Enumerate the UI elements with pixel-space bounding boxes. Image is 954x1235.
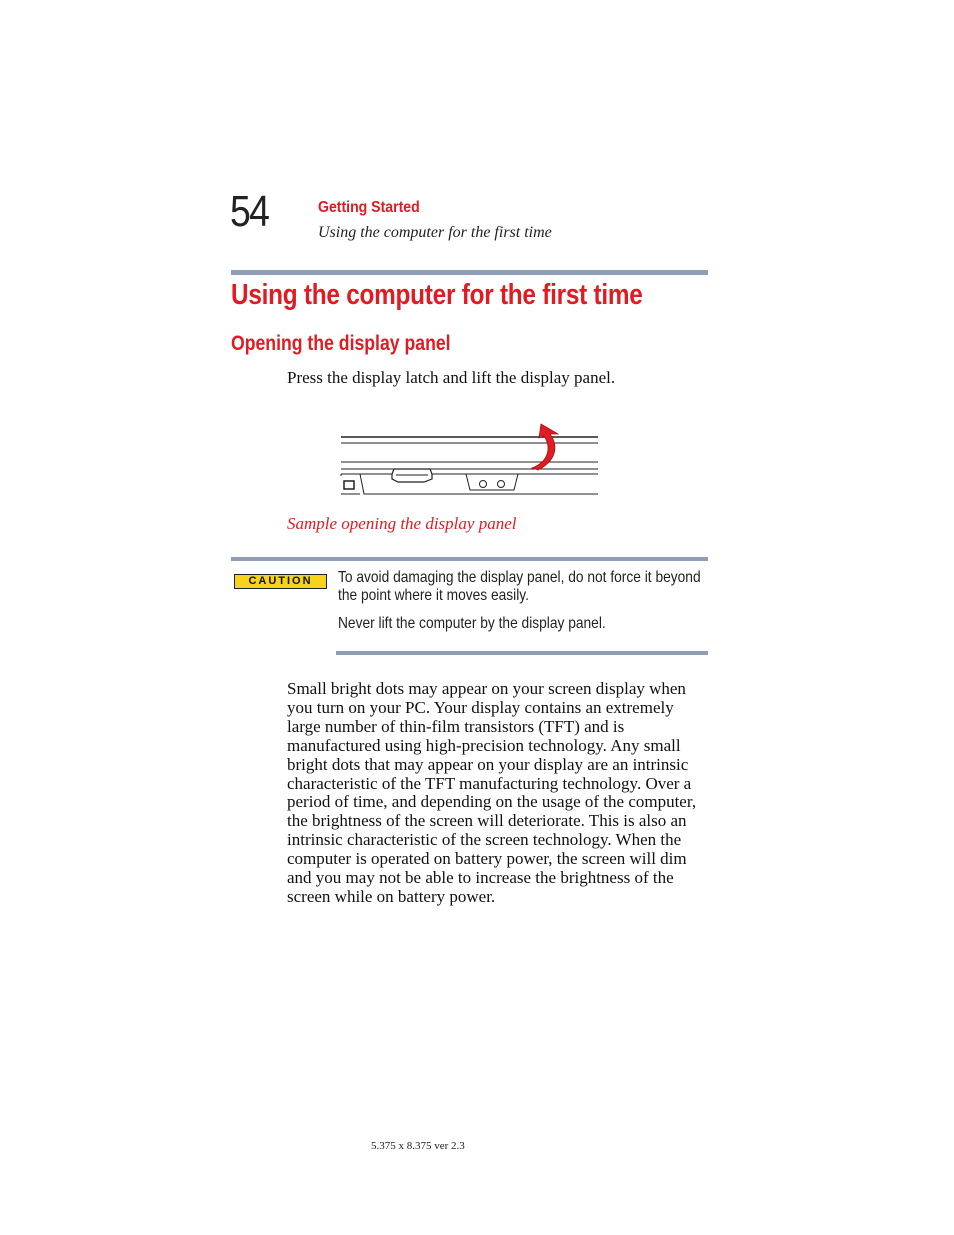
page-title: Using the computer for the first time <box>231 279 643 311</box>
indicator-light-icon <box>480 481 487 488</box>
body-line: the brightness of the screen will deteriorate. This is also an <box>287 811 687 831</box>
body-line: you turn on your PC. Your display contains an extremely <box>287 697 674 717</box>
body-line: screen while on battery power. <box>287 886 496 906</box>
body-line: manufactured using high-precision technology. Any small <box>287 735 681 755</box>
body-paragraph <box>287 680 707 907</box>
footer-version: 5.375 x 8.375 ver 2.3 <box>371 1140 465 1152</box>
body-line: and you may not be able to increase the brightness of the <box>287 868 674 888</box>
section-heading: Opening the display panel <box>231 332 451 355</box>
body-line: period of time, and depending on the usage of the computer, <box>287 792 697 812</box>
lift-arrow-icon <box>532 424 558 470</box>
body-line: Small bright dots may appear on your screen display when <box>287 679 686 698</box>
body-line: large number of thin-film transistors (TFT) and is <box>287 716 625 736</box>
body-line: bright dots that may appear on your display are an intrinsic <box>287 754 689 774</box>
body-line: intrinsic characteristic of the screen technology. When the <box>287 830 682 850</box>
laptop-display-illustration <box>338 418 602 500</box>
figure-caption: Sample opening the display panel <box>287 514 517 533</box>
caution-note: Never lift the computer by the display panel. <box>338 615 606 632</box>
caution-line: the point where it moves easily. <box>338 587 529 604</box>
running-section-title: Using the computer for the first time <box>318 224 552 241</box>
chapter-title: Getting Started <box>318 199 420 216</box>
intro-paragraph: Press the display latch and lift the display panel. <box>287 368 616 387</box>
top-divider <box>231 270 708 275</box>
caution-line: To avoid damaging the display panel, do not force it beyond <box>338 569 701 586</box>
indicator-light-icon <box>498 481 505 488</box>
caution-top-divider <box>231 557 708 561</box>
body-line: computer is operated on battery power, the screen will dim <box>287 849 687 869</box>
body-line: characteristic of the TFT manufacturing technology. Over a <box>287 773 692 793</box>
page-number: 54 <box>230 187 269 236</box>
caution-bottom-divider <box>336 651 708 655</box>
caution-badge: CAUTION <box>234 574 327 589</box>
caution-message <box>338 569 708 605</box>
